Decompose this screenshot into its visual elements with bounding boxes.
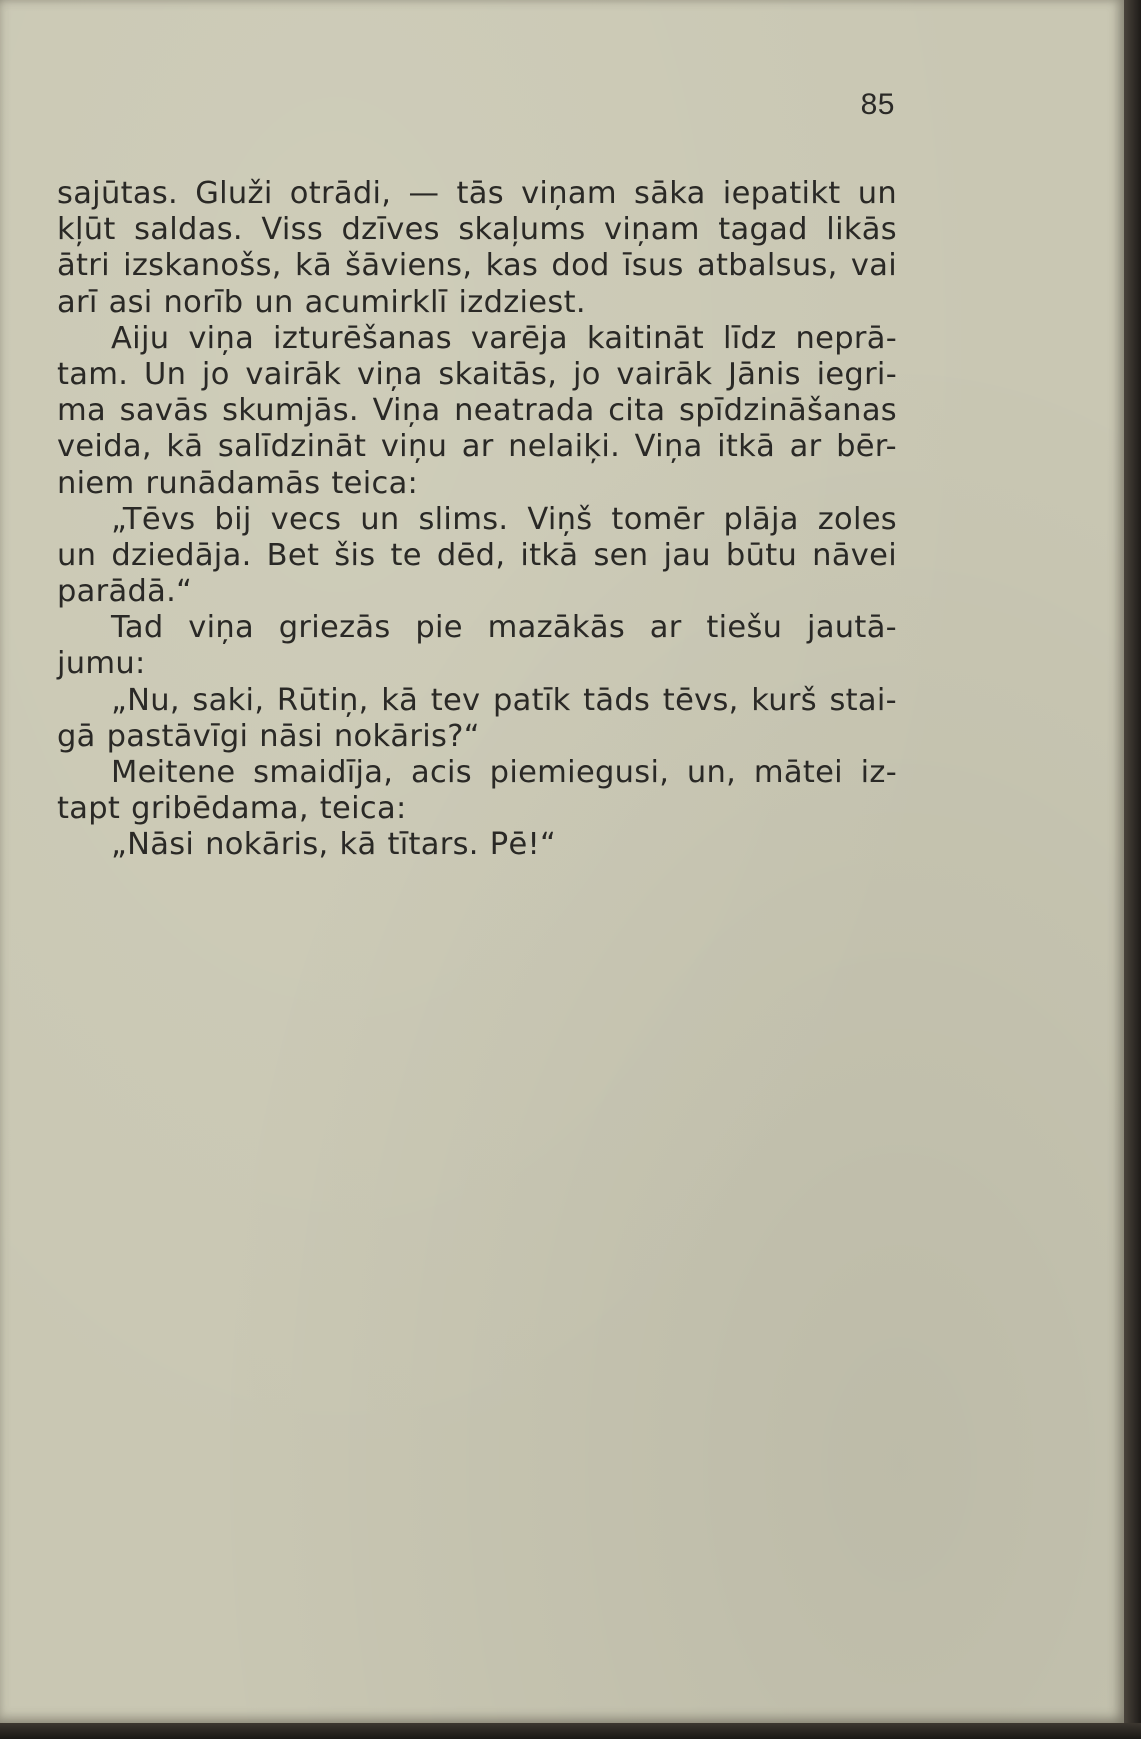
text-line: „Nu, saki, Rūtiņ, kā tev patīk tāds tēvs, kurš stai- [111,682,897,718]
page-edge-right [1124,0,1141,1739]
text-line: tapt gribēdama, teica: [57,791,407,827]
text-line: niem runādamās teica: [57,465,419,501]
text-line: arī asi norīb un acumirklī izdziest. [57,284,586,320]
text-line: „Nāsi nokāris, kā tītars. Pē!“ [111,827,557,863]
text-line: jumu: [57,646,146,682]
text-line: „Tēvs bij vecs un slims. Viņš tomēr plāja zoles [111,501,897,537]
text-line: tam. Un jo vairāk viņa skaitās, jo vairāk Jānis iegri- [57,356,897,392]
page-edge-bottom [0,1723,1141,1739]
text-line: sajūtas. Gluži otrādi, — tās viņam sāka iepatikt un [57,176,897,211]
text-line: kļūt saldas. Viss dzīves skaļums viņam tagad likās [57,212,897,248]
text-line: veida, kā salīdzināt viņu ar nelaiķi. Viņa itkā ar bēr- [57,429,897,465]
text-line: Tad viņa griezās pie mazākās ar tiešu jautā- [111,610,897,646]
text-line: gā pastāvīgi nāsi nokāris?“ [57,718,480,754]
text-line: parādā.“ [57,574,193,610]
text-line: un dziedāja. Bet šis te dēd, itkā sen jau būtu nāvei [57,537,897,573]
page-number: 85 [860,88,895,121]
body-text [57,176,897,864]
text-line: ma savās skumjās. Viņa neatrada cita spīdzināšanas [57,393,897,429]
text-line: ātri izskanošs, kā šāviens, kas dod īsus atbalsus, vai [57,248,897,284]
text-line: Aiju viņa izturēšanas varēja kaitināt līdz neprā- [111,320,897,356]
text-line: Meitene smaidīja, acis piemiegusi, un, mātei iz- [111,755,897,790]
